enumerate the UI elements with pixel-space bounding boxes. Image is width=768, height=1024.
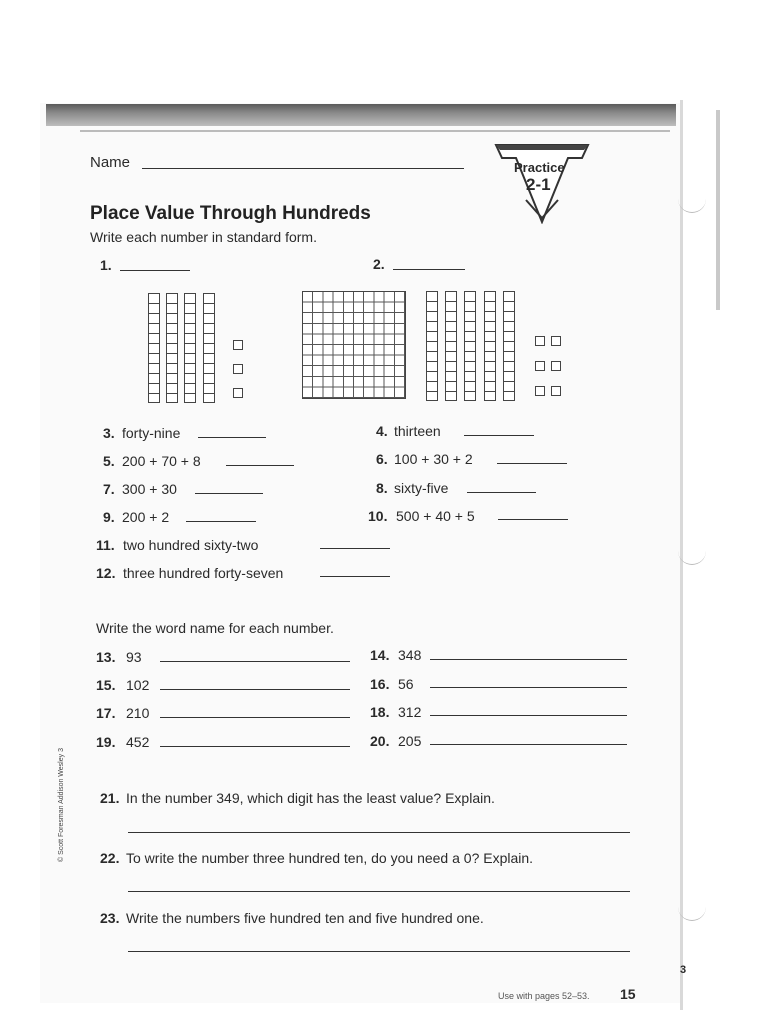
tens-rod [166, 293, 178, 403]
problem-14-prompt: 348 [398, 647, 422, 663]
problem-11-prompt: two hundred sixty-two [123, 537, 259, 553]
problem-4-number: 4. [376, 423, 388, 439]
tens-rod [203, 293, 215, 403]
problem-13-number: 13. [96, 649, 116, 665]
ones-cube [535, 361, 545, 371]
problem-2-answer[interactable] [393, 269, 465, 270]
problem-1-number: 1. [100, 257, 112, 273]
name-field[interactable] [142, 168, 464, 169]
tens-rod [184, 293, 196, 403]
problem-12-answer[interactable] [320, 576, 390, 577]
use-with-pages: Use with pages 52–53. [498, 991, 590, 1001]
problem-6-answer[interactable] [497, 463, 567, 464]
problem-8-number: 8. [376, 480, 388, 496]
problem-1-answer[interactable] [120, 270, 190, 271]
problem-12-prompt: three hundred forty-seven [123, 565, 284, 581]
problem-13-answer[interactable] [160, 661, 350, 662]
tens-rod [426, 291, 438, 401]
problem-15-number: 15. [96, 677, 116, 693]
problem-3-answer[interactable] [198, 437, 266, 438]
page-title: Place Value Through Hundreds [90, 203, 371, 224]
problem-4-prompt: thirteen [394, 423, 441, 439]
problem-17-answer[interactable] [160, 717, 350, 718]
problem-17-number: 17. [96, 705, 116, 721]
ones-cube [551, 361, 561, 371]
problem-9-answer[interactable] [186, 521, 256, 522]
problem-9-number: 9. [103, 509, 115, 525]
problem-20-prompt: 205 [398, 733, 422, 749]
problem-11-number: 11. [96, 537, 115, 553]
problem-20-answer[interactable] [430, 744, 627, 745]
problem-19-prompt: 452 [126, 734, 150, 750]
problem-23-prompt: Write the numbers five hundred ten and five hundred one. [126, 910, 484, 926]
problem-18-answer[interactable] [430, 715, 627, 716]
hundreds-flat [302, 291, 406, 399]
problem-7-number: 7. [103, 481, 115, 497]
ones-cube [233, 340, 243, 350]
copyright-notice: © Scott Foresman Addison Wesley 3 [58, 748, 65, 862]
problem-22-prompt: To write the number three hundred ten, do you need a 0? Explain. [126, 850, 534, 866]
ones-cube [233, 364, 243, 374]
problem-8-prompt: sixty-five [394, 480, 449, 496]
problem-5-number: 5. [103, 453, 115, 469]
ones-cube [233, 388, 243, 398]
problem-8-answer[interactable] [467, 492, 536, 493]
tens-rod [148, 293, 160, 403]
ones-cube [535, 336, 545, 346]
margin-mark: 3 [680, 964, 687, 976]
problem-16-number: 16. [370, 676, 390, 692]
page-number: 15 [620, 986, 636, 1002]
problem-3-number: 3. [103, 425, 115, 441]
problem-19-number: 19. [96, 734, 116, 750]
problem-16-answer[interactable] [430, 687, 627, 688]
problem-6-number: 6. [376, 451, 388, 467]
problem-14-number: 14. [370, 647, 390, 663]
problem-4-answer[interactable] [464, 435, 534, 436]
problem-22-number: 22. [100, 850, 120, 866]
scan-top-shadow [46, 104, 676, 126]
header-rule [80, 130, 670, 132]
problem-10-prompt: 500 + 40 + 5 [396, 508, 475, 524]
ones-cube [551, 336, 561, 346]
problem-7-prompt: 300 + 30 [122, 481, 177, 497]
problem-6-prompt: 100 + 30 + 2 [394, 451, 473, 467]
name-label: Name [90, 154, 131, 171]
problem-15-answer[interactable] [160, 689, 350, 690]
instruction-standard-form: Write each number in standard form. [90, 229, 317, 245]
problem-7-answer[interactable] [195, 493, 263, 494]
problem-9-prompt: 200 + 2 [122, 509, 170, 525]
problem-10-answer[interactable] [498, 519, 568, 520]
problem-2-number: 2. [373, 256, 385, 272]
problem-12-number: 12. [96, 565, 116, 581]
ones-cube [535, 386, 545, 396]
problem-21-answer[interactable] [128, 832, 630, 833]
tens-rod [503, 291, 515, 401]
tens-rod [464, 291, 476, 401]
problem-14-answer[interactable] [430, 659, 627, 660]
problem-18-prompt: 312 [398, 704, 422, 720]
problem-15-prompt: 102 [126, 677, 150, 693]
problem-13-prompt: 93 [126, 649, 142, 665]
tens-rod [445, 291, 457, 401]
ones-cube [551, 386, 561, 396]
problem-21-prompt: In the number 349, which digit has the least value? Explain. [126, 790, 495, 806]
problem-20-number: 20. [370, 733, 390, 749]
instruction-word-name: Write the word name for each number. [96, 620, 334, 636]
problem-11-answer[interactable] [320, 548, 390, 549]
practice-label: Practice [514, 160, 565, 175]
page-edge-shadow [716, 110, 720, 310]
problem-18-number: 18. [370, 704, 390, 720]
problem-5-answer[interactable] [226, 465, 294, 466]
problem-10-number: 10. [368, 508, 388, 524]
problem-5-prompt: 200 + 70 + 8 [122, 453, 201, 469]
problem-23-answer[interactable] [128, 951, 630, 952]
tens-rod [484, 291, 496, 401]
problem-23-number: 23. [100, 910, 120, 926]
problem-16-prompt: 56 [398, 676, 414, 692]
problem-22-answer[interactable] [128, 891, 630, 892]
problem-19-answer[interactable] [160, 746, 350, 747]
problem-17-prompt: 210 [126, 705, 150, 721]
problem-21-number: 21. [100, 790, 120, 806]
problem-3-prompt: forty-nine [122, 425, 181, 441]
practice-number: 2-1 [526, 175, 551, 194]
